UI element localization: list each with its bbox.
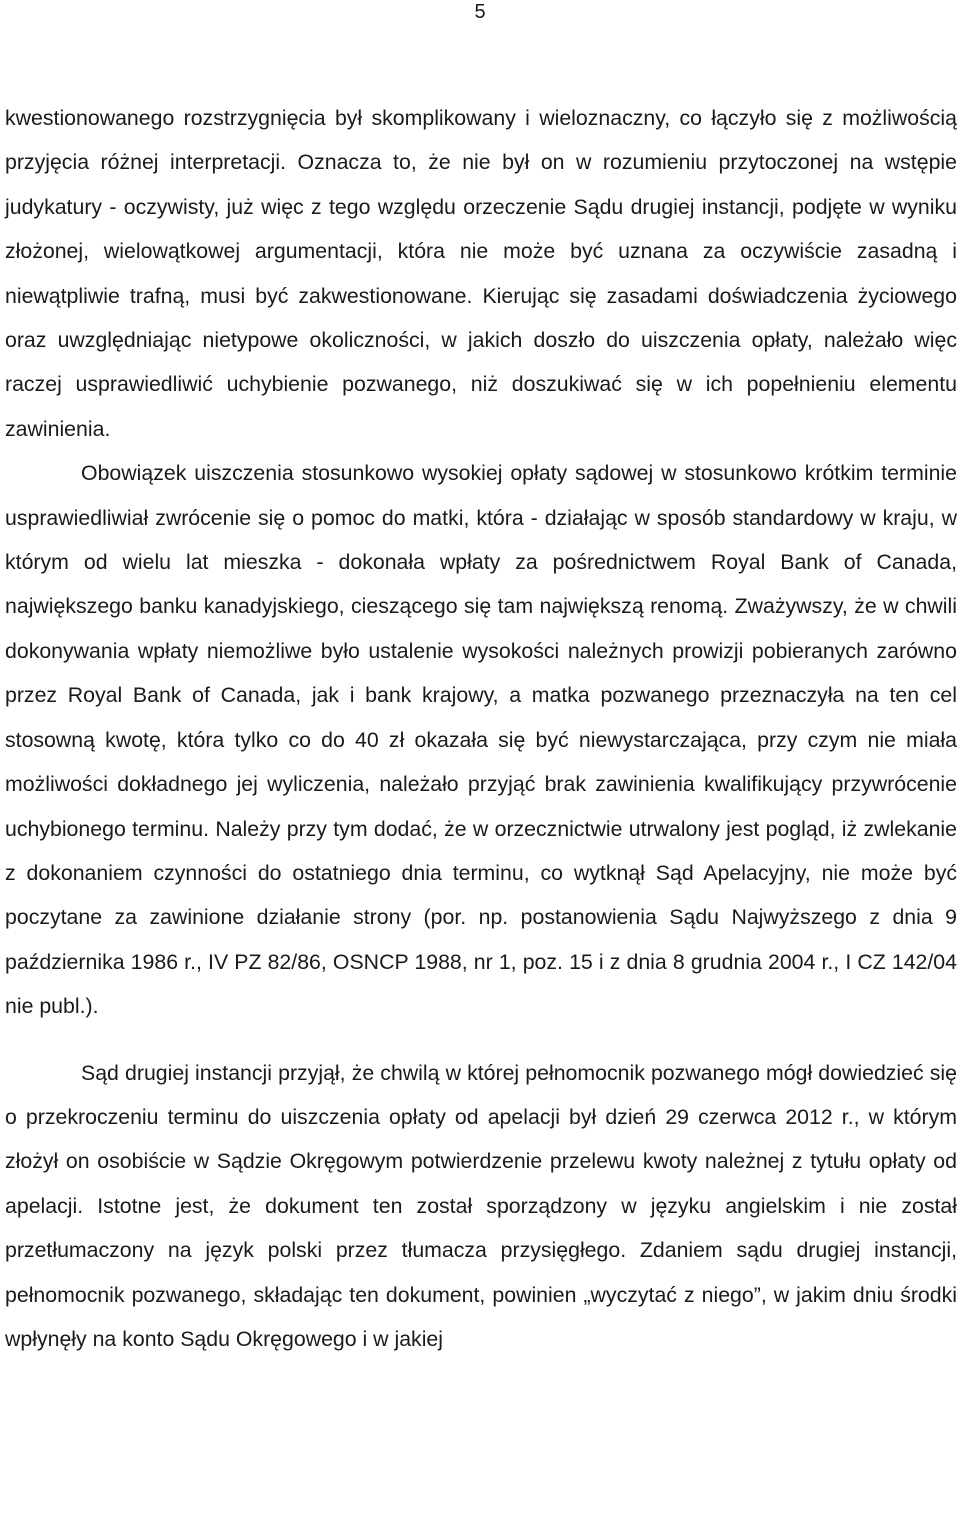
- paragraph-1: kwestionowanego rozstrzygnięcia był skomplikowany i wieloznaczny, co łączyło się z możliwością przyjęcia różnej interpretacji. Oznacza to, że nie był on w rozumieniu przytoczonej na wstępie judykatury - oczywisty, już więc z tego względu orzeczenie Sądu drugiej instancji, podjęte w wyniku złożonej, wielowątkowej argumentacji, która nie może być uznana za oczywiście zasadną i niewątpliwie trafną, musi być zakwestionowane. Kierując się zasadami doświadczenia życiowego oraz uwzględniając nietypowe okoliczności, w jakich doszło do uiszczenia opłaty, należało więc raczej usprawiedliwić uchybienie pozwanego, niż doszukiwać się w ich popełnieniu elementu zawinienia.: [5, 106, 957, 441]
- paragraph-2: Obowiązek uiszczenia stosunkowo wysokiej opłaty sądowej w stosunkowo krótkim terminie usprawiedliwiał zwrócenie się o pomoc do matki, która - działając w sposób standardowy w kraju, w którym od wielu lat mieszka - dokonała wpłaty za pośrednictwem Royal Bank of Canada, największego banku kanadyjskiego, cieszącego się tam największą renomą. Zważywszy, że w chwili dokonywania wpłaty niemożliwe było ustalenie wysokości należnych prowizji pobieranych zarówno przez Royal Bank of Canada, jak i bank krajowy, a matka pozwanego przeznaczyła na ten cel stosowną kwotę, która tylko co do 40 zł okazała się być niewystarczająca, przy czym nie miała możliwości dokładnego jej wyliczenia, należało przyjąć brak zawinienia kwalifikujący przywrócenie uchybionego terminu. Należy przy tym dodać, że w orzecznictwie utrwalony jest pogląd, iż zwlekanie z dokonaniem czynności do ostatniego dnia terminu, co wytknął Sąd Apelacyjny, nie może być poczytane za zawinione działanie strony (por. np. postanowienia Sądu Najwyższego z dnia 9 października 1986 r., IV PZ 82/86, OSNCP 1988, nr 1, poz. 15 i z dnia 8 grudnia 2004 r., I CZ 142/04 nie publ.).: [5, 461, 957, 1019]
- document-body: [5, 96, 957, 1361]
- paragraph-3: Sąd drugiej instancji przyjął, że chwilą w której pełnomocnik pozwanego mógł dowiedzieć się o przekroczeniu terminu do uiszczenia opłaty od apelacji był dzień 29 czerwca 2012 r., w którym złożył on osobiście w Sądzie Okręgowym potwierdzenie przelewu kwoty należnej z tytułu opłaty od apelacji. Istotne jest, że dokument ten został sporządzony w języku angielskim i nie został przetłumaczony na język polski przez tłumacza przysięgłego. Zdaniem sądu drugiej instancji, pełnomocnik pozwanego, składając ten dokument, powinien „wyczytać z niego”, w jakim dniu środki wpłynęły na konto Sądu Okręgowego i w jakiej: [5, 1060, 957, 1351]
- page-number: 5: [474, 1, 486, 23]
